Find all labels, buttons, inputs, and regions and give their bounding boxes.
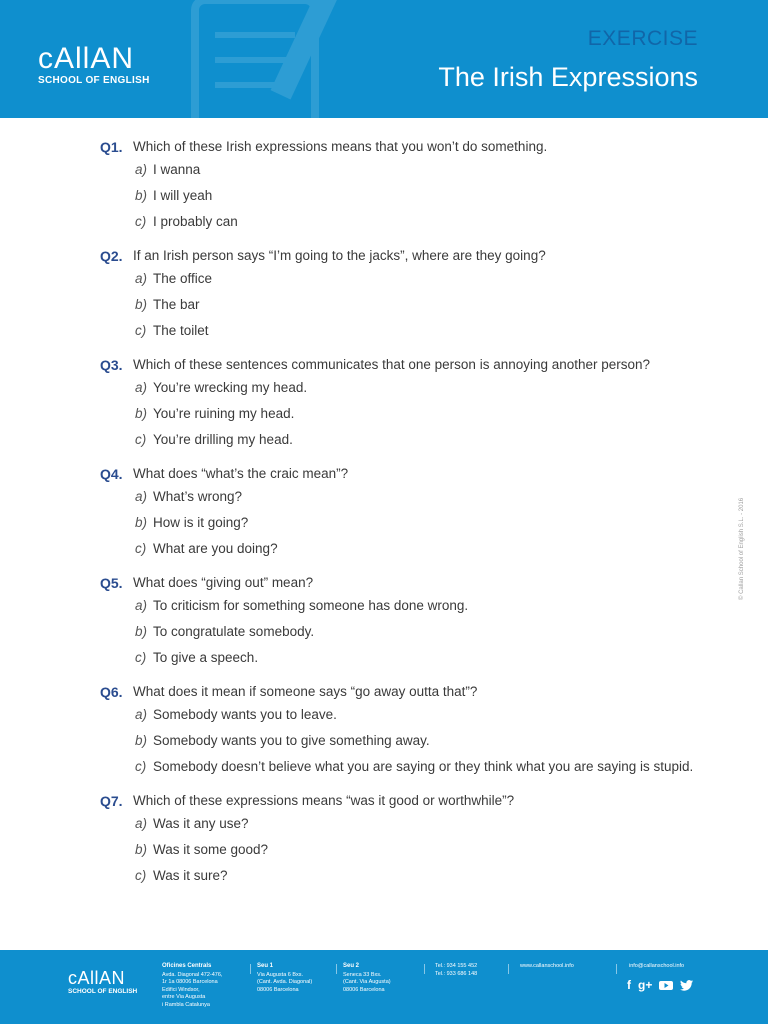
answer-option (100, 292, 720, 318)
address-line: Seneca 33 Bxs. (343, 971, 382, 978)
logo-subtitle: SCHOOL OF ENGLISH (38, 75, 150, 86)
header-banner (0, 0, 768, 118)
option-text: Somebody wants you to give something away. (153, 733, 430, 748)
option-letter: b) (135, 406, 148, 421)
address-heading: Seu 1 (257, 963, 274, 969)
question-7 (100, 791, 720, 889)
option-letter: c) (135, 432, 147, 447)
question-text: Which of these expressions means “was it good or worthwhile”? (133, 793, 515, 808)
address-line: 1r 1a 08006 Barcelona (162, 979, 218, 985)
option-letter: c) (135, 868, 147, 883)
option-text: How is it going? (153, 515, 249, 530)
question-list (100, 137, 720, 900)
option-text: I wanna (153, 162, 201, 177)
question-number: Q4. (100, 466, 123, 482)
question-number: Q7. (100, 793, 123, 809)
question-text: What does it mean if someone says “go away outta that”? (133, 684, 478, 699)
option-text: I will yeah (153, 188, 213, 203)
address-line: 08006 Barcelona (257, 986, 299, 993)
option-letter: a) (135, 816, 148, 831)
question-text: Which of these Irish expressions means that you won’t do something. (133, 139, 548, 154)
option-letter: c) (135, 214, 147, 229)
question-2 (100, 246, 720, 344)
option-letter: b) (135, 842, 148, 857)
option-letter: a) (135, 380, 148, 395)
question-1 (100, 137, 720, 235)
footer-address-seu2 (343, 963, 391, 994)
question-number: Q2. (100, 248, 123, 264)
option-letter: b) (135, 297, 148, 312)
answer-option (100, 837, 720, 863)
footer-divider (508, 964, 509, 974)
address-heading: Seu 2 (343, 963, 360, 969)
answer-option (100, 401, 720, 427)
option-text: To criticism for something someone has done wrong. (153, 598, 469, 613)
option-text: Was it sure? (153, 868, 228, 883)
answer-option (100, 536, 720, 562)
answer-option (100, 427, 720, 453)
address-line: Via Augusta 6 Bxs. (257, 971, 304, 978)
callan-logo (38, 44, 150, 86)
address-line: entre Via Augusta (162, 994, 206, 1000)
footer-phones (435, 963, 477, 978)
question-3 (100, 355, 720, 453)
footer-website (520, 963, 574, 971)
question-number: Q3. (100, 357, 123, 373)
question-number: Q6. (100, 684, 123, 700)
address-line: 08006 Barcelona (343, 986, 385, 993)
footer-address-central (162, 963, 222, 1009)
exercise-label: EXERCISE (587, 27, 698, 50)
option-text: The bar (153, 297, 200, 312)
option-letter: b) (135, 188, 148, 203)
option-text: Was it any use? (153, 816, 249, 831)
question-number: Q1. (100, 139, 123, 155)
answer-option (100, 754, 720, 780)
option-letter: a) (135, 162, 148, 177)
answer-option (100, 702, 720, 728)
option-text: I probably can (153, 214, 238, 229)
option-text: To congratulate somebody. (153, 624, 315, 639)
option-text: Somebody wants you to leave. (153, 707, 337, 722)
answer-option (100, 484, 720, 510)
option-letter: a) (135, 707, 148, 722)
address-line: i Rambla Catalunya (162, 1001, 210, 1008)
email-link[interactable]: info@callanschool.info (629, 963, 685, 969)
option-text: The toilet (153, 323, 209, 338)
answer-option (100, 209, 720, 235)
option-letter: c) (135, 541, 147, 556)
website-link[interactable]: www.callanschool.info (520, 963, 574, 969)
answer-option (100, 619, 720, 645)
question-text: What does “what’s the craic mean”? (133, 466, 349, 481)
twitter-icon[interactable] (680, 980, 693, 991)
phone-number[interactable]: Tel.: 934 155 452 (435, 963, 478, 969)
question-5 (100, 573, 720, 671)
option-letter: b) (135, 624, 148, 639)
option-text: To give a speech. (153, 650, 259, 665)
logo-wordmark: cAllAN (38, 42, 135, 75)
option-letter: a) (135, 489, 148, 504)
option-text: What’s wrong? (153, 489, 243, 504)
question-number: Q5. (100, 575, 123, 591)
question-6 (100, 682, 720, 780)
option-text: You’re drilling my head. (153, 432, 293, 447)
option-text: You’re wrecking my head. (153, 380, 308, 395)
answer-option (100, 183, 720, 209)
footer-divider (250, 964, 251, 974)
phone-number[interactable]: Tel.: 933 686 148 (435, 970, 478, 977)
question-text: If an Irish person says “I’m going to the jacks”, where are they going? (133, 248, 546, 263)
notepad-pencil-decoration-icon (175, 0, 355, 118)
footer-email (629, 963, 684, 971)
option-letter: c) (135, 650, 147, 665)
footer-logo-wordmark: cAllAN (68, 968, 126, 988)
footer-divider (424, 964, 425, 974)
answer-option (100, 157, 720, 183)
answer-option (100, 593, 720, 619)
address-line: Avda. Diagonal 472-476, (162, 971, 223, 978)
answer-option (100, 375, 720, 401)
answer-option (100, 645, 720, 671)
footer-logo (68, 969, 137, 995)
footer-bar (0, 950, 768, 1024)
option-text: The office (153, 271, 213, 286)
footer-divider (336, 964, 337, 974)
answer-option (100, 266, 720, 292)
question-text: Which of these sentences communicates that one person is annoying another person? (133, 357, 651, 372)
answer-option (100, 811, 720, 837)
copyright-notice: © Callan School of English S.L. - 2016 (739, 497, 745, 600)
question-4 (100, 464, 720, 562)
option-text: Somebody doesn’t believe what you are saying or they think what you are saying is stupid. (153, 759, 694, 774)
option-text: You’re ruining my head. (153, 406, 295, 421)
answer-option (100, 318, 720, 344)
footer-address-seu1 (257, 963, 312, 994)
google-plus-icon[interactable]: g+ (638, 978, 653, 992)
address-line: Edifici Windsor, (162, 986, 200, 993)
option-letter: b) (135, 733, 148, 748)
social-links (627, 978, 693, 992)
option-text: What are you doing? (153, 541, 278, 556)
footer-logo-subtitle: SCHOOL OF ENGLISH (68, 988, 138, 995)
option-letter: a) (135, 598, 148, 613)
youtube-icon[interactable] (659, 980, 673, 991)
option-text: Was it some good? (153, 842, 269, 857)
page-title: The Irish Expressions (438, 62, 698, 92)
option-letter: a) (135, 271, 148, 286)
option-letter: b) (135, 515, 148, 530)
option-letter: c) (135, 759, 147, 774)
answer-option (100, 510, 720, 536)
answer-option (100, 863, 720, 889)
address-line: (Cant. Avda. Diagonal) (257, 979, 313, 985)
address-line: (Cant. Via Augusta) (343, 979, 391, 985)
answer-option (100, 728, 720, 754)
option-letter: c) (135, 323, 147, 338)
address-heading: Oficines Centrals (162, 963, 212, 969)
facebook-icon[interactable]: f (627, 978, 631, 992)
footer-divider (616, 964, 617, 974)
question-text: What does “giving out” mean? (133, 575, 314, 590)
